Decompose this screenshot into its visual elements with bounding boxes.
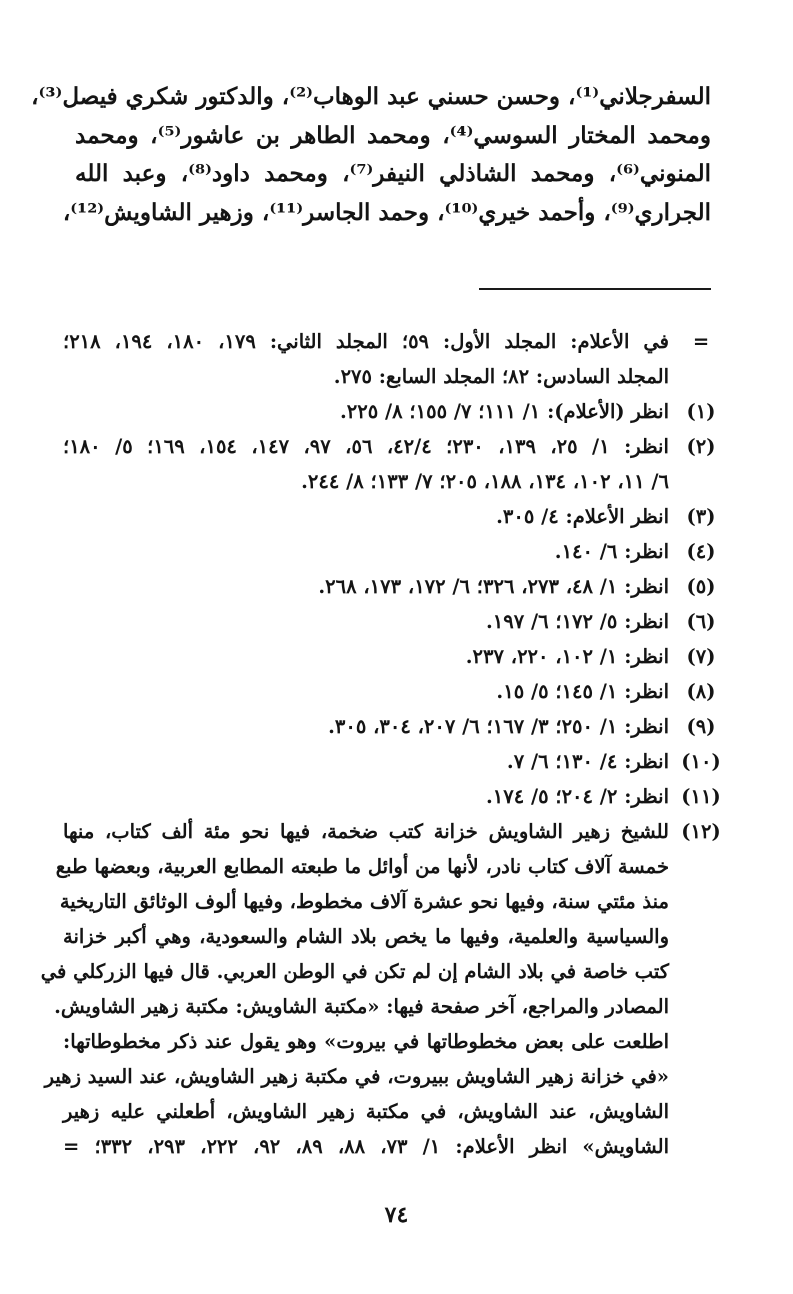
footnote-line: انظر: ٤/ ١٣٠؛ ٦/ ٧.: [506, 750, 669, 773]
footnote-7: [63, 639, 723, 674]
footnote-line: المجلد السادس: ٨٢؛ المجلد السابع: ٢٧٥.: [333, 365, 669, 388]
footnote-line: الشاويش» انظر الأعلام: ١/ ٧٣، ٨٨، ٨٩، ٩٢، ٢٢٢، ٢٩٣، ٣٣٢؛ =: [63, 1135, 669, 1158]
footnote-line: انظر: ١/ ٢٥٠؛ ٣/ ١٦٧؛ ٦/ ٢٠٧، ٣٠٤، ٣٠٥.: [328, 715, 669, 738]
footnote-line: ٦/ ١١، ١٠٢، ١٣٤، ١٨٨، ٢٠٥؛ ٧/ ١٣٣؛ ٨/ ٢٤٤.: [301, 470, 669, 493]
footnote-1: [63, 394, 723, 429]
footnote-mark: (١٠): [681, 750, 721, 773]
footnote-mark: =: [692, 330, 710, 353]
main-text-line: المنوني⁽⁶⁾، ومحمد الشاذلي النيفر⁽⁷⁾، ومحمد داود⁽⁸⁾، وعبد الله: [75, 160, 711, 187]
footnote-line: انظر: ١/ ١٤٥؛ ٥/ ١٥.: [496, 680, 669, 703]
footnote-9: [63, 709, 723, 744]
footnote-line: اطلعت على بعض مخطوطاتها في بيروت» وهو يقول عند ذكر مخطوطاتها:: [63, 1030, 669, 1053]
footnote-line: انظر: ٦/ ١٤٠.: [554, 540, 669, 563]
main-text-line: السفرجلاني⁽¹⁾، وحسن حسني عبد الوهاب⁽²⁾، والدكتور شكري فيصل⁽³⁾،: [31, 83, 711, 110]
footnote-mark: (١٢): [681, 820, 721, 843]
footnote-line: انظر (الأعلام): ١/ ١١١؛ ٧/ ١٥٥؛ ٨/ ٢٢٥.: [340, 400, 669, 423]
footnote-12: [40, 814, 723, 1164]
footnote-separator-rule: [479, 288, 711, 290]
footnote-4: [63, 534, 723, 569]
footnote-line: انظر الأعلام: ٤/ ٣٠٥.: [496, 505, 669, 528]
footnote-mark: (٤): [686, 540, 716, 563]
footnote-line: الشاويش، عند الشاويش، في مكتبة زهير الشاويش، أطعلني عليه زهير: [63, 1100, 669, 1123]
footnote-2: [63, 429, 723, 499]
footnote-mark: (٥): [686, 575, 716, 598]
footnote-mark: (٢): [686, 435, 716, 458]
page-number: ٧٤: [384, 1202, 409, 1228]
footnote-continuation: [63, 324, 723, 394]
footnote-line: للشيخ زهير الشاويش خزانة كتب ضخمة، فيها نحو مئة ألف كتاب، منها: [63, 820, 669, 843]
footnote-mark: (٦): [686, 610, 716, 633]
footnote-line: المصادر والمراجع، آخر صفحة فيها: «مكتبة الشاويش: مكتبة زهير الشاويش.: [54, 995, 669, 1018]
footnote-line: في الأعلام: المجلد الأول: ٥٩؛ المجلد الثاني: ١٧٩، ١٨٠، ١٩٤، ٢١٨؛: [63, 330, 669, 353]
footnote-mark: (٧): [686, 645, 716, 668]
footnote-mark: (١): [686, 400, 716, 423]
footnote-8: [63, 674, 723, 709]
footnote-3: [63, 499, 723, 534]
footnote-line: منذ مئتي سنة، وفيها نحو عشرة آلاف مخطوط، وفيها ألوف الوثائق التاريخية: [59, 890, 669, 913]
footnote-mark: (٩): [686, 715, 716, 738]
footnotes-section: [40, 324, 723, 1164]
footnote-mark: (٨): [686, 680, 716, 703]
footnote-line: انظر: ١/ ٤٨، ٢٧٣، ٣٢٦؛ ٦/ ١٧٢، ١٧٣، ٢٦٨.: [318, 575, 669, 598]
footnote-10: [63, 744, 723, 779]
footnote-line: والسياسية والعلمية، وفيها ما يخص بلاد الشام والسعودية، وهي أكبر خزانة: [63, 925, 669, 948]
footnote-line: «في خزانة زهير الشاويش ببيروت، في مكتبة زهير الشاويش، عند السيد زهير: [44, 1065, 669, 1088]
footnote-line: كتب خاصة في بلاد الشام إن لم تكن في الوطن العربي. قال فيها الزركلي في: [40, 960, 669, 983]
main-text-block: [31, 78, 711, 232]
footnote-5: [63, 569, 723, 604]
main-text-line: ومحمد المختار السوسي⁽⁴⁾، ومحمد الطاهر بن عاشور⁽⁵⁾، ومحمد: [75, 121, 711, 149]
footnote-line: خمسة آلاف كتاب نادر، لأنها من أوائل ما طبعته المطابع العربية، وبعضها طبع: [55, 855, 669, 878]
footnote-6: [63, 604, 723, 639]
footnote-line: انظر: ٢/ ٢٠٤؛ ٥/ ١٧٤.: [485, 785, 669, 808]
footnote-mark: (٣): [686, 505, 716, 528]
footnote-mark: (١١): [681, 785, 721, 808]
footnote-11: [63, 779, 723, 814]
footnote-line: انظر: ١/ ١٠٢، ٢٢٠، ٢٣٧.: [465, 645, 669, 668]
main-text-line: الجراري⁽⁹⁾، وأحمد خيري⁽¹⁰⁾، وحمد الجاسر⁽¹¹⁾، وزهير الشاويش⁽¹²⁾،: [62, 198, 711, 226]
footnote-line: انظر: ١/ ٢٥، ١٣٩، ٢٣٠؛ ٤٢/٤، ٥٦، ٩٧، ١٤٧، ١٥٤، ١٦٩؛ ٥/ ١٨٠؛: [63, 435, 669, 458]
footnote-line: انظر: ٥/ ١٧٢؛ ٦/ ١٩٧.: [485, 610, 669, 633]
